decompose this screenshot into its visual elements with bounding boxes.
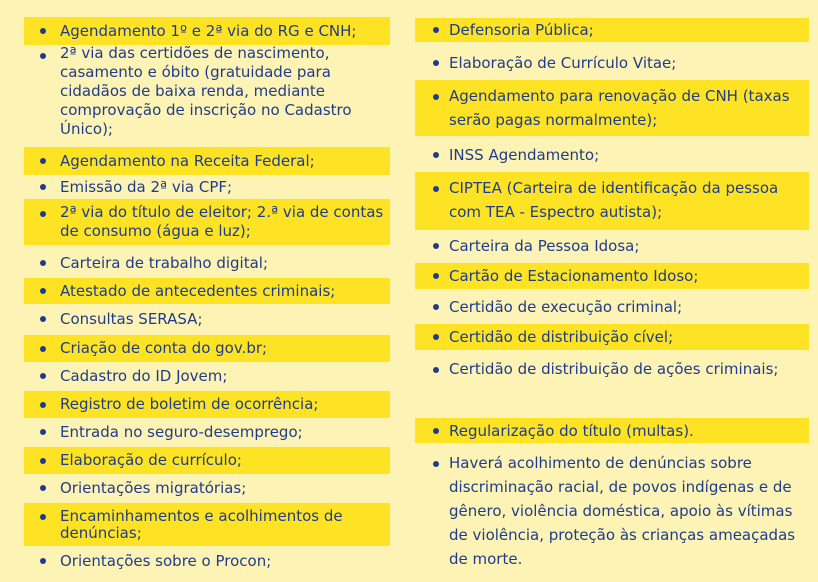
bullet-icon <box>40 346 46 352</box>
list-item-text: Certidão de distribuição de ações criminais; <box>449 360 779 378</box>
bullet-icon <box>40 558 46 564</box>
list-item-text: Cartão de Estacionamento Idoso; <box>449 267 699 285</box>
bullet-icon <box>40 184 46 190</box>
bullet-icon <box>40 53 46 59</box>
list-item <box>24 418 390 446</box>
list-item <box>24 278 390 304</box>
list-item-text: Regularização do título (multas). <box>449 421 694 440</box>
list-item-text: CIPTEA (Carteira de identificação da pessoa com TEA - Espectro autista); <box>449 179 779 221</box>
bullet-icon <box>433 334 439 340</box>
bullet-icon <box>433 304 439 310</box>
bullet-icon <box>433 273 439 279</box>
list-item-text: Defensoria Pública; <box>449 21 594 39</box>
list-item <box>415 263 809 289</box>
list-item <box>24 474 390 502</box>
list-item <box>24 199 390 245</box>
list-item-text: Elaboração de Currículo Vitae; <box>449 54 677 72</box>
bullet-icon <box>433 94 439 100</box>
bullet-icon <box>40 158 46 164</box>
bullet-icon <box>433 27 439 33</box>
bullet-icon <box>40 458 46 464</box>
list-item-text: Encaminhamentos e acolhimentos de denúncias; <box>60 506 343 542</box>
bullet-icon <box>40 211 46 217</box>
list-item-text: Carteira da Pessoa Idosa; <box>449 237 640 255</box>
list-item <box>415 353 809 411</box>
list-item <box>415 447 809 571</box>
list-item <box>415 18 809 42</box>
list-item <box>24 447 390 474</box>
list-item <box>415 324 809 350</box>
list-item <box>24 335 390 362</box>
list-item <box>24 503 390 546</box>
list-item <box>24 249 390 277</box>
list-item-text: Agendamento para renovação de CNH (taxas serão pagas normalmente); <box>449 87 790 129</box>
list-item-text: Orientações migratórias; <box>60 478 247 497</box>
list-item <box>415 172 809 230</box>
list-item-text: Entrada no seguro-desemprego; <box>60 422 303 441</box>
bullet-icon <box>40 402 46 408</box>
list-item-text: Atestado de antecedentes criminais; <box>60 281 336 300</box>
list-item <box>24 547 390 575</box>
bullet-icon <box>433 152 439 158</box>
list-item <box>24 305 390 333</box>
list-item <box>415 141 809 169</box>
list-item <box>415 80 809 136</box>
list-item-text: Certidão de distribuição cível; <box>449 328 674 346</box>
list-item <box>24 175 390 199</box>
bullet-icon <box>40 429 46 435</box>
list-item-text: Orientações sobre o Procon; <box>60 551 272 570</box>
list-item-text: Carteira de trabalho digital; <box>60 253 269 272</box>
list-item <box>24 147 390 175</box>
bullet-icon <box>40 260 46 266</box>
bullet-icon <box>40 288 46 294</box>
list-item <box>415 233 809 259</box>
list-item-text: Agendamento 1º e 2ª via do RG e CNH; <box>60 21 357 40</box>
list-item-text: Elaboração de currículo; <box>60 451 242 469</box>
list-item <box>24 40 390 144</box>
list-item-text: Certidão de execução criminal; <box>449 298 683 316</box>
list-item <box>415 418 809 443</box>
list-item <box>24 362 390 390</box>
list-item-text: Registro de boletim de ocorrência; <box>60 395 319 413</box>
bullet-icon <box>433 243 439 249</box>
list-item-text: Criação de conta do gov.br; <box>60 339 268 357</box>
list-item-text: Emissão da 2ª via CPF; <box>60 177 233 196</box>
bullet-icon <box>433 60 439 66</box>
bullet-icon <box>40 373 46 379</box>
bullet-icon <box>40 485 46 491</box>
list-item-text: Consultas SERASA; <box>60 309 203 328</box>
list-item <box>415 49 809 77</box>
bullet-icon <box>433 367 439 373</box>
bullet-icon <box>433 461 439 467</box>
list-item <box>24 391 390 418</box>
list-item-text: Haverá acolhimento de denúncias sobre discriminação racial, de povos indígenas e de gênero, violência doméstica, apoio às vítimas de violência, proteção às crianças ameaçadas de morte. <box>449 454 796 568</box>
bullet-icon <box>433 428 439 434</box>
list-item <box>415 293 809 321</box>
list-item-text: Agendamento na Receita Federal; <box>60 151 315 170</box>
bullet-icon <box>40 28 46 34</box>
list-item-text: 2ª via do título de eleitor; 2.ª via de contas de consumo (água e luz); <box>60 203 384 240</box>
bullet-icon <box>40 316 46 322</box>
list-item-text: INSS Agendamento; <box>449 146 600 164</box>
bullet-icon <box>433 186 439 192</box>
bullet-icon <box>40 514 46 520</box>
list-item-text: 2ª via das certidões de nascimento, casamento e óbito (gratuidade para cidadãos de baixa renda, mediante comprovação de inscrição no Cadastro Único); <box>60 44 352 138</box>
list-item-text: Cadastro do ID Jovem; <box>60 366 228 385</box>
